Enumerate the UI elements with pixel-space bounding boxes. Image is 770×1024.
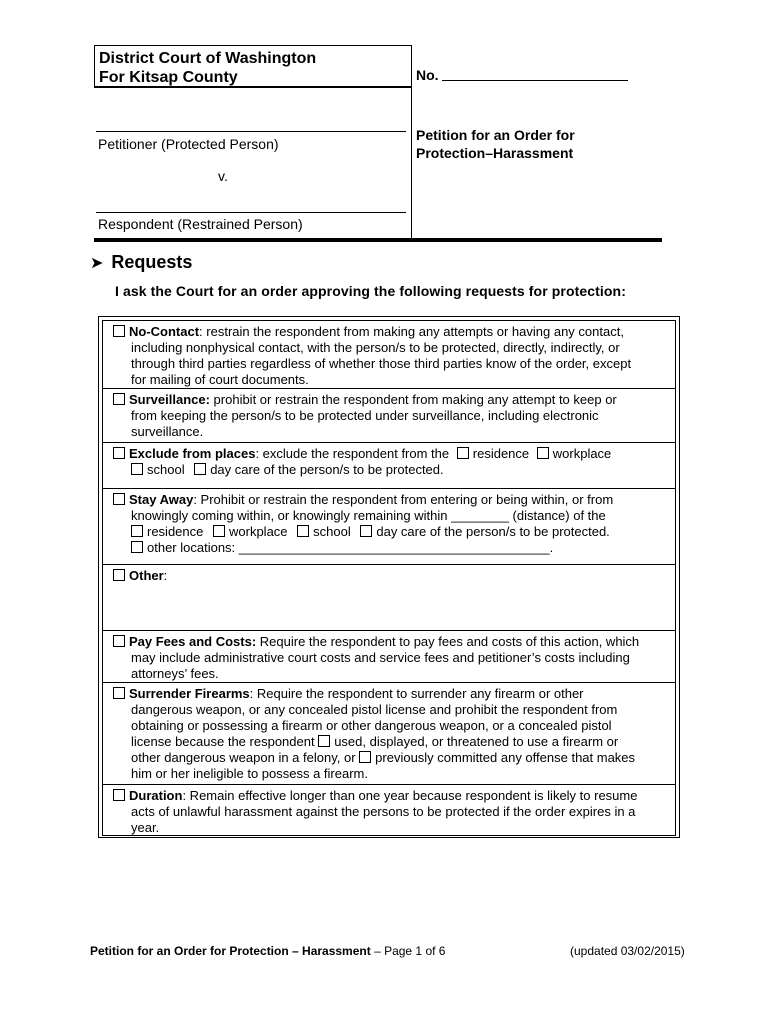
pay-fees-text: Require the respondent to pay fees and costs of this action, which — [256, 634, 640, 649]
stay-away-school-label: school — [313, 524, 351, 539]
stay-away-school-checkbox[interactable] — [297, 525, 309, 537]
petitioner-name-field[interactable] — [96, 131, 406, 132]
exclude-school-label: school — [147, 462, 185, 477]
versus-label: v. — [218, 168, 228, 184]
other-title: Other — [129, 568, 164, 583]
stay-away-residence-checkbox[interactable] — [131, 525, 143, 537]
firearms-text-4b: used, displayed, or threatened to use a firearm or — [334, 734, 619, 749]
request-row-pay-fees — [102, 630, 676, 682]
firearms-text-3: obtaining or possessing a firearm or other dangerous weapon, or a concealed pistol — [131, 718, 612, 733]
petitioner-label: Petitioner (Protected Person) — [98, 136, 279, 152]
firearms-text-6: him or her ineligible to possess a firearm. — [131, 766, 368, 781]
firearms-text-4a: license because the respondent — [131, 734, 315, 749]
exclude-title: Exclude from places — [129, 446, 256, 461]
footer-page: – Page 1 of 6 — [370, 944, 446, 958]
duration-text-3: year. — [131, 820, 160, 835]
pay-fees-title: Pay Fees and Costs: — [129, 634, 257, 649]
caption-divider — [411, 45, 412, 240]
header-rule — [94, 238, 662, 242]
other-colon: : — [163, 568, 168, 583]
firearms-text-5a: other dangerous weapon in a felony, or — [131, 750, 356, 765]
arrow-bullet-icon: ➤ — [90, 254, 104, 272]
pay-fees-text-3: attorneys’ fees. — [131, 666, 219, 681]
duration-checkbox[interactable] — [113, 789, 125, 801]
surveillance-checkbox[interactable] — [113, 393, 125, 405]
stay-away-text-2: knowingly coming within, or knowingly remaining within ________ (distance) of the — [131, 508, 606, 523]
stay-away-residence-label: residence — [147, 524, 204, 539]
exclude-text: : exclude the respondent from the — [255, 446, 450, 461]
firearms-title: Surrender Firearms — [129, 686, 250, 701]
requests-intro: I ask the Court for an order approving the following requests for protection: — [115, 283, 626, 299]
footer-title — [90, 944, 445, 958]
pay-fees-checkbox[interactable] — [113, 635, 125, 647]
requests-heading-text: Requests — [111, 252, 193, 272]
other-checkbox[interactable] — [113, 569, 125, 581]
exclude-workplace-checkbox[interactable] — [537, 447, 549, 459]
footer-form-title: Petition for an Order for Protection – Harassment — [90, 944, 371, 958]
duration-text: : Remain effective longer than one year because respondent is likely to resume — [182, 788, 638, 803]
request-row-stay-away — [102, 488, 676, 564]
no-contact-checkbox[interactable] — [113, 325, 125, 337]
pay-fees-text-2: may include administrative court costs and service fees and petitioner’s costs including — [131, 650, 630, 665]
stay-away-daycare-label: day care of the person/s to be protected. — [376, 524, 610, 539]
stay-away-workplace-label: workplace — [229, 524, 288, 539]
request-row-exclude — [102, 442, 676, 488]
no-contact-text-3: through third parties regardless of whether those third parties know of the order, except — [131, 356, 632, 371]
firearms-text-5b: previously committed any offense that makes — [375, 750, 636, 765]
stay-away-text: : Prohibit or restrain the respondent from entering or being within, or from — [193, 492, 614, 507]
case-number-label: No. — [416, 67, 439, 83]
court-caption-box — [94, 45, 412, 88]
footer-updated: (updated 03/02/2015) — [570, 944, 685, 958]
no-contact-title: No-Contact — [129, 324, 200, 339]
exclude-residence-label: residence — [472, 446, 530, 461]
exclude-daycare-label: day care of the person/s to be protected. — [210, 462, 444, 477]
request-row-no-contact — [102, 320, 676, 388]
stay-away-title: Stay Away — [129, 492, 194, 507]
surveillance-text: prohibit or restrain the respondent from making any attempt to keep or — [209, 392, 617, 407]
surveillance-text-3: surveillance. — [131, 424, 204, 439]
request-row-other — [102, 564, 676, 630]
exclude-residence-checkbox[interactable] — [457, 447, 469, 459]
exclude-daycare-checkbox[interactable] — [194, 463, 206, 475]
exclude-workplace-label: workplace — [552, 446, 612, 461]
duration-text-2: acts of unlawful harassment against the persons to be protected if the order expires in a — [131, 804, 636, 819]
no-contact-text: : restrain the respondent from making any attempts or having any contact, — [199, 324, 624, 339]
stay-away-other-label: other locations: ___________________________________________. — [147, 540, 554, 555]
respondent-name-field[interactable] — [96, 212, 406, 213]
firearms-checkbox[interactable] — [113, 687, 125, 699]
stay-away-workplace-checkbox[interactable] — [213, 525, 225, 537]
court-name-line1: District Court of Washington — [99, 50, 317, 67]
request-row-firearms — [102, 682, 676, 784]
requests-heading — [90, 252, 192, 273]
firearms-used-checkbox[interactable] — [318, 735, 330, 747]
request-row-duration — [102, 784, 676, 836]
case-number-field[interactable] — [442, 80, 628, 81]
surveillance-text-2: from keeping the person/s to be protected under surveillance, including electronic — [131, 408, 599, 423]
court-name-line2: For Kitsap County — [99, 69, 238, 86]
exclude-checkbox[interactable] — [113, 447, 125, 459]
surveillance-title: Surveillance: — [129, 392, 210, 407]
respondent-label: Respondent (Restrained Person) — [98, 216, 303, 232]
stay-away-checkbox[interactable] — [113, 493, 125, 505]
petition-title — [416, 126, 575, 162]
firearms-previous-offense-checkbox[interactable] — [359, 751, 371, 763]
petition-title-line1: Petition for an Order for — [416, 127, 575, 143]
firearms-text-2: dangerous weapon, or any concealed pistol license and prohibit the respondent from — [131, 702, 618, 717]
request-row-surveillance — [102, 388, 676, 442]
requests-table — [98, 316, 680, 838]
duration-title: Duration — [129, 788, 183, 803]
no-contact-text-4: for mailing of court documents. — [131, 372, 309, 387]
stay-away-other-checkbox[interactable] — [131, 541, 143, 553]
exclude-school-checkbox[interactable] — [131, 463, 143, 475]
firearms-text: : Require the respondent to surrender any firearm or other — [249, 686, 584, 701]
stay-away-daycare-checkbox[interactable] — [360, 525, 372, 537]
no-contact-text-2: including nonphysical contact, with the person/s to be protected, directly, indirectly, or — [131, 340, 620, 355]
petition-title-line2: Protection–Harassment — [416, 145, 574, 161]
